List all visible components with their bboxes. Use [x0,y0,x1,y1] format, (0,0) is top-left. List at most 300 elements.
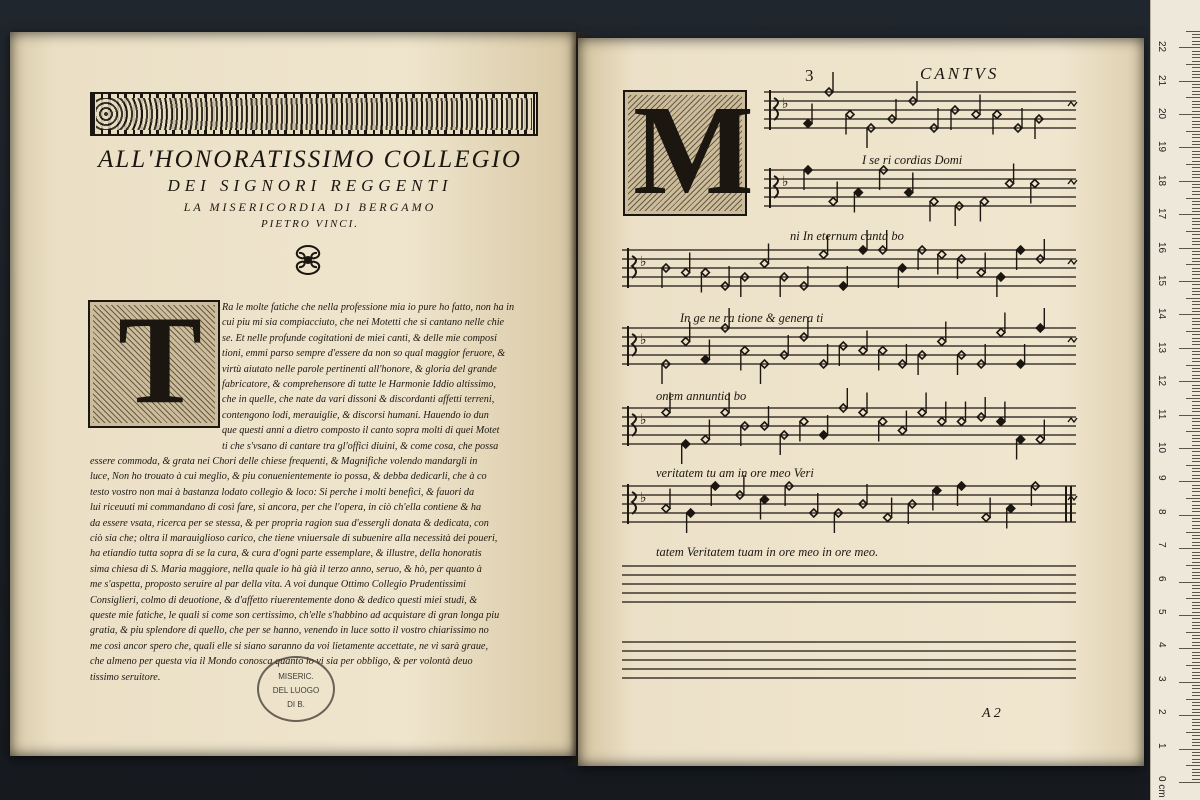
ruler-tick [1192,358,1200,359]
dedication-institution: LA MISERICORDIA DI BERGAMO [183,200,437,214]
ruler-tick [1192,244,1200,245]
note [721,409,729,417]
flat-sign: ♭ [782,97,789,112]
note [1017,436,1025,444]
ruler-tick [1192,638,1200,639]
ruler-tick [1192,37,1200,38]
ruler-tick [1192,525,1200,526]
ruler-tick [1192,468,1200,469]
ruler-tick [1192,441,1200,442]
note [977,269,985,277]
body-line: contengono lodi, merauiglie, & discorsi humani. Hauendo io dun [222,409,489,421]
ruler-tick [1192,204,1200,205]
custos [1068,102,1077,106]
ruler-tick [1192,772,1200,773]
ruler-label: 16 [1156,241,1167,253]
ruler-tick [1192,658,1200,659]
ruler-tick [1192,518,1200,519]
ruler-tick [1192,385,1200,386]
note [846,111,854,119]
ruler-label: 6 [1156,575,1167,582]
ruler-tick [1179,314,1200,315]
ruler-tick [1192,558,1200,559]
ruler-tick [1192,625,1200,626]
note [687,509,695,517]
ruler-tick [1192,271,1200,272]
note [761,496,769,504]
body-line: tioni, emmi parso sempre d'essere da non so qual maggior feruore, & [222,348,506,360]
stamp-line: MISERIC. [278,672,314,681]
note [711,482,719,490]
ruler-tick [1192,435,1200,436]
note [918,409,926,417]
ruler-tick [1179,415,1200,416]
ruler-tick [1192,552,1200,553]
flat-sign: ♭ [640,491,647,506]
ruler-tick [1192,421,1200,422]
ruler-tick [1179,114,1200,115]
ruler-tick [1192,455,1200,456]
note [1007,505,1015,513]
body-line: se. Et nelle profunde cogitationi de miei canti, & delle mie composi [222,332,497,344]
ruler-tick [1192,334,1200,335]
stamp-line: DI B. [287,700,305,709]
ruler-label: 2 [1156,709,1167,715]
ruler-tick [1192,107,1200,108]
ruler-tick [1192,278,1200,279]
dedication-title: ALL'HONORATISSIMO COLLEGIO [98,146,522,173]
ruler-label: 11 [1156,408,1167,419]
ruler-tick [1179,47,1200,48]
ruler-tick [1192,111,1200,112]
ruler-tick [1192,555,1200,556]
note [761,260,769,268]
ruler-tick [1186,131,1200,132]
ruler-tick [1192,408,1200,409]
staff [764,72,1077,148]
ruler-tick [1192,361,1200,362]
ruler-tick [1192,151,1200,152]
ruler-tick [1192,57,1200,58]
ruler-tick [1192,642,1200,643]
ruler-tick [1186,298,1200,299]
ruler-label: 18 [1156,174,1167,186]
body-line: ha etiandio tutta sopra di se la cura, & cura d'ogni parte essemplare, & illustre, della honoratis [90,548,482,560]
lyric-line: onem annuntia bo [656,389,747,403]
lyric-line: veritatem tu am in ore meo Veri [656,466,814,480]
measuring-ruler [1150,0,1200,800]
staff [622,642,1076,678]
body-line: me così ancor spero che, quali elle si siano saranno da voi lietamente accettate, ne vi sarà graue, [90,640,488,652]
ruler-tick [1192,368,1200,369]
ruler-tick [1192,488,1200,489]
ruler-tick [1192,161,1200,162]
note [804,166,812,174]
ruler-label: 19 [1156,141,1167,153]
ruler-tick [1192,258,1200,259]
ruler-tick [1192,288,1200,289]
note [997,329,1005,337]
ruler-tick [1192,585,1200,586]
ruler-tick [1192,568,1200,569]
note [741,347,749,355]
body-line: fabricatore, & comprehensore di tutte le Harmonie Iddio altissimo, [222,379,496,390]
note [829,198,837,206]
note [1017,360,1025,368]
ruler-tick [1192,752,1200,753]
ruler-tick [1186,398,1200,399]
note [701,356,709,364]
ruler-tick [1192,117,1200,118]
ruler-tick [1186,665,1200,666]
ruler-tick [1186,699,1200,700]
staff [622,475,1077,533]
ruler-tick [1192,104,1200,105]
note [997,273,1005,281]
ruler-tick [1192,722,1200,723]
ruler-tick [1192,241,1200,242]
note [958,482,966,490]
ruler-label: 1 [1156,742,1167,749]
ruler-tick [1192,224,1200,225]
ruler-tick [1192,328,1200,329]
custos [1068,260,1077,264]
ruler-label: 21 [1156,74,1167,86]
note [682,440,690,448]
ruler-tick [1192,177,1200,178]
ruler-tick [1179,248,1200,249]
ruler-tick [1192,471,1200,472]
note [804,120,812,128]
ruler-tick [1192,351,1200,352]
ruler-tick [1192,652,1200,653]
ruler-tick [1192,378,1200,379]
ruler-tick [1192,662,1200,663]
lyric-line: In ge ne ra tione & genera ti [680,311,824,325]
ruler-tick [1192,451,1200,452]
ruler-tick [1192,201,1200,202]
ruler-tick [1192,705,1200,706]
ruler-tick [1192,688,1200,689]
ruler-tick [1192,725,1200,726]
ruler-tick [1179,448,1200,449]
ruler-tick [1179,381,1200,382]
ruler-tick [1192,425,1200,426]
note [859,347,867,355]
ruler-tick [1192,729,1200,730]
ruler-tick [1192,127,1200,128]
ruler-tick [1192,171,1200,172]
ruler-tick [1192,668,1200,669]
ruler-tick [1192,268,1200,269]
body-line: que questi anni a dietro composto il canto sopra molti di quei Motet [222,425,500,437]
ruler-tick [1192,228,1200,229]
note [938,251,946,259]
custos [1068,180,1077,184]
ruler-tick [1192,528,1200,529]
note [972,111,980,119]
ruler-tick [1186,231,1200,232]
flat-sign: ♭ [640,413,647,428]
page-signature: 3 [805,66,814,85]
flat-sign: ♭ [782,175,789,190]
ruler-tick [1179,515,1200,516]
body-line: virtù aiutato nelle parole pertinenti all'honore, & gloria del grande [222,363,497,375]
custos [1068,418,1077,422]
body-line: Consiglieri, colmo di deuotione, & d'affetto riuerentemente dono & dedico questi miei studi, & [90,594,478,606]
ruler-tick [1192,34,1200,35]
ruler-tick [1192,301,1200,302]
note [938,338,946,346]
ruler-label: 8 [1156,508,1167,515]
ruler-tick [1192,745,1200,746]
note [1036,324,1044,332]
ruler-tick [1192,635,1200,636]
note [905,189,913,197]
ruler-tick [1186,365,1200,366]
ruler-label: 12 [1156,375,1167,387]
ruler-tick [1192,91,1200,92]
ruler-tick [1192,645,1200,646]
ruler-tick [1192,685,1200,686]
ruler-tick [1179,481,1200,482]
ruler-tick [1192,308,1200,309]
ruler-tick [1192,458,1200,459]
ruler-tick [1186,465,1200,466]
ruler-tick [1192,618,1200,619]
ruler-tick [1192,401,1200,402]
note [898,427,906,435]
ruler-tick [1192,501,1200,502]
body-line: tissimo seruitore. [90,671,161,683]
ruler-tick [1186,598,1200,599]
ruler-tick [1192,94,1200,95]
ruler-tick [1192,137,1200,138]
ruler-tick [1186,97,1200,98]
ruler-tick [1192,134,1200,135]
ruler-tick [1186,198,1200,199]
note [662,505,670,513]
ruler-tick [1192,221,1200,222]
ruler-tick [1192,54,1200,55]
ruler-tick [1192,538,1200,539]
staff [622,566,1076,602]
ruler-tick [1192,712,1200,713]
ruler-tick [1186,64,1200,65]
ruler-tick [1179,615,1200,616]
note [879,418,887,426]
ruler-tick [1179,715,1200,716]
author-name: PIETRO VINCI. [260,218,360,230]
ruler-tick [1192,51,1200,52]
gathering-signature: A 2 [982,706,1001,721]
ruler-tick [1192,61,1200,62]
ruler-tick [1186,632,1200,633]
ruler-label: 3 [1156,675,1167,682]
ruler-tick [1186,765,1200,766]
ruler-tick [1192,545,1200,546]
body-line: me s'aspetta, proposto seruire al par della vita. A voi dunque Ottimo Collegio Prudentissimi [90,579,466,591]
ruler-tick [1192,595,1200,596]
body-line: ciò sia che; oltra il marauiglioso carico, che tiene vniuersale di subuenire alla necessità dei poueri, [90,533,498,544]
ruler-tick [1192,234,1200,235]
custos [1068,338,1077,342]
note [682,269,690,277]
note [997,418,1005,426]
ruler-tick [1192,719,1200,720]
ruler-tick [1179,181,1200,182]
ruler-tick [1186,31,1200,32]
ruler-label: 7 [1156,542,1167,548]
lyric-line: ni In eternum canta bo [790,229,904,243]
ruler-tick [1192,184,1200,185]
note [1031,180,1039,188]
ruler-tick [1192,622,1200,623]
note [1036,436,1044,444]
ruler-label: 0 cm [1156,776,1167,798]
note [800,418,808,426]
ruler-tick [1192,602,1200,603]
ruler-tick [1192,41,1200,42]
ruler-tick [1192,418,1200,419]
ruler-tick [1192,775,1200,776]
ruler-tick [1192,121,1200,122]
ruler-tick [1192,354,1200,355]
ruler-tick [1192,254,1200,255]
lyric-line: tatem Veritatem tuam in ore meo in ore meo. [656,545,879,559]
ruler-tick [1192,284,1200,285]
body-line: gratia, & piu splendore di quello, che per se hanno, venendo in luce sotto il vostro chiarissimo no [90,625,489,637]
ruler-tick [1192,769,1200,770]
ruler-tick [1192,67,1200,68]
voice-label: CANTVS [920,64,1000,83]
ruler-tick [1192,495,1200,496]
body-line: sima chiesa di S. Maria maggiore, nella quale io hà già il terzo anno, seruo, & hò, per quanto à [90,563,482,575]
ruler-tick [1179,281,1200,282]
ruler-label: 20 [1156,108,1167,120]
body-line: ti che s'vsano di cantare tra gl'offici diuini, & come cosa, che possa [222,440,499,452]
ruler-tick [1179,147,1200,148]
ruler-tick [1192,535,1200,536]
ruler-label: 10 [1156,442,1167,454]
custos [1068,496,1077,500]
note [859,246,867,254]
ruler-tick [1179,682,1200,683]
note [682,338,690,346]
ruler-tick [1192,438,1200,439]
ruler-tick [1192,779,1200,780]
note [958,418,966,426]
note [982,514,990,522]
ruler-tick [1192,344,1200,345]
body-line: luce, Non ho trouato à cui meglio, & piu conuenientemente io possa, & debba dedicarli, che à co [90,471,487,483]
note [854,189,862,197]
ruler-tick [1192,755,1200,756]
note [933,487,941,495]
ruler-tick [1186,532,1200,533]
ruler-tick [1192,395,1200,396]
ruler-tick [1192,405,1200,406]
ruler-tick [1192,608,1200,609]
body-line: essere commoda, & grata nei Chori delle chiese frequenti, & Magnifiche volendo mandargli in [90,456,478,467]
ruler-tick [1192,592,1200,593]
ruler-tick [1192,84,1200,85]
note [1017,246,1025,254]
ruler-label: 14 [1156,308,1167,320]
ruler-tick [1179,749,1200,750]
ruler-tick [1192,675,1200,676]
note [859,409,867,417]
body-line: queste mie fatiche, le quali si come son certissimo, ch'elle s'habbino ad acquistare di gran longa piu [90,610,500,621]
ruler-tick [1192,124,1200,125]
ruler-tick [1192,291,1200,292]
ruler-tick [1192,338,1200,339]
ruler-tick [1192,742,1200,743]
ruler-tick [1179,648,1200,649]
ruler-tick [1192,612,1200,613]
note [1006,180,1014,188]
ruler-tick [1192,578,1200,579]
ruler-tick [1179,782,1200,783]
ruler-label: 13 [1156,341,1167,353]
ruler-label: 5 [1156,609,1167,615]
ruler-tick [1192,505,1200,506]
ruler-tick [1192,695,1200,696]
ruler-tick [1192,174,1200,175]
ruler-tick [1192,491,1200,492]
decorated-initial-m: M [623,90,747,216]
ruler-tick [1192,304,1200,305]
ruler-tick [1192,521,1200,522]
ruler-tick [1192,542,1200,543]
note [701,436,709,444]
ruler-tick [1192,672,1200,673]
ruler-tick [1192,218,1200,219]
ruler-tick [1192,628,1200,629]
ruler-label: 15 [1156,275,1167,287]
ruler-tick [1192,341,1200,342]
ruler-tick [1192,208,1200,209]
note [820,251,828,259]
ruler-tick [1192,375,1200,376]
ruler-tick [1192,475,1200,476]
ruler-tick [1192,251,1200,252]
ruler-tick [1192,311,1200,312]
ruler-tick [1192,735,1200,736]
note [898,264,906,272]
body-line: Ra le molte fatiche che nella professione mia io pure ho fatto, non ha in [222,302,515,313]
ruler-tick [1192,294,1200,295]
ruler-tick [1192,74,1200,75]
ruler-tick [1192,588,1200,589]
ruler-tick [1192,478,1200,479]
ruler-tick [1186,565,1200,566]
body-line: da essere vsata, ricerca per se stessa, & per propria ragion sua d'essergli donata & dedicata, con [90,517,489,529]
flat-sign: ♭ [640,255,647,270]
ruler-tick [1192,572,1200,573]
ruler-tick [1186,431,1200,432]
ruler-tick [1179,214,1200,215]
ruler-tick [1192,391,1200,392]
body-line: testo vostro non mai à bastanza lodato collegio & loco: Si perche i molti benefici, & fauori da [90,486,475,498]
ruler-tick [1192,428,1200,429]
flat-sign: ♭ [640,333,647,348]
note [820,431,828,439]
ruler-tick [1186,498,1200,499]
note [930,198,938,206]
ruler-tick [1192,194,1200,195]
dedication-subtitle: DEI SIGNORI REGGENTI [167,176,453,195]
